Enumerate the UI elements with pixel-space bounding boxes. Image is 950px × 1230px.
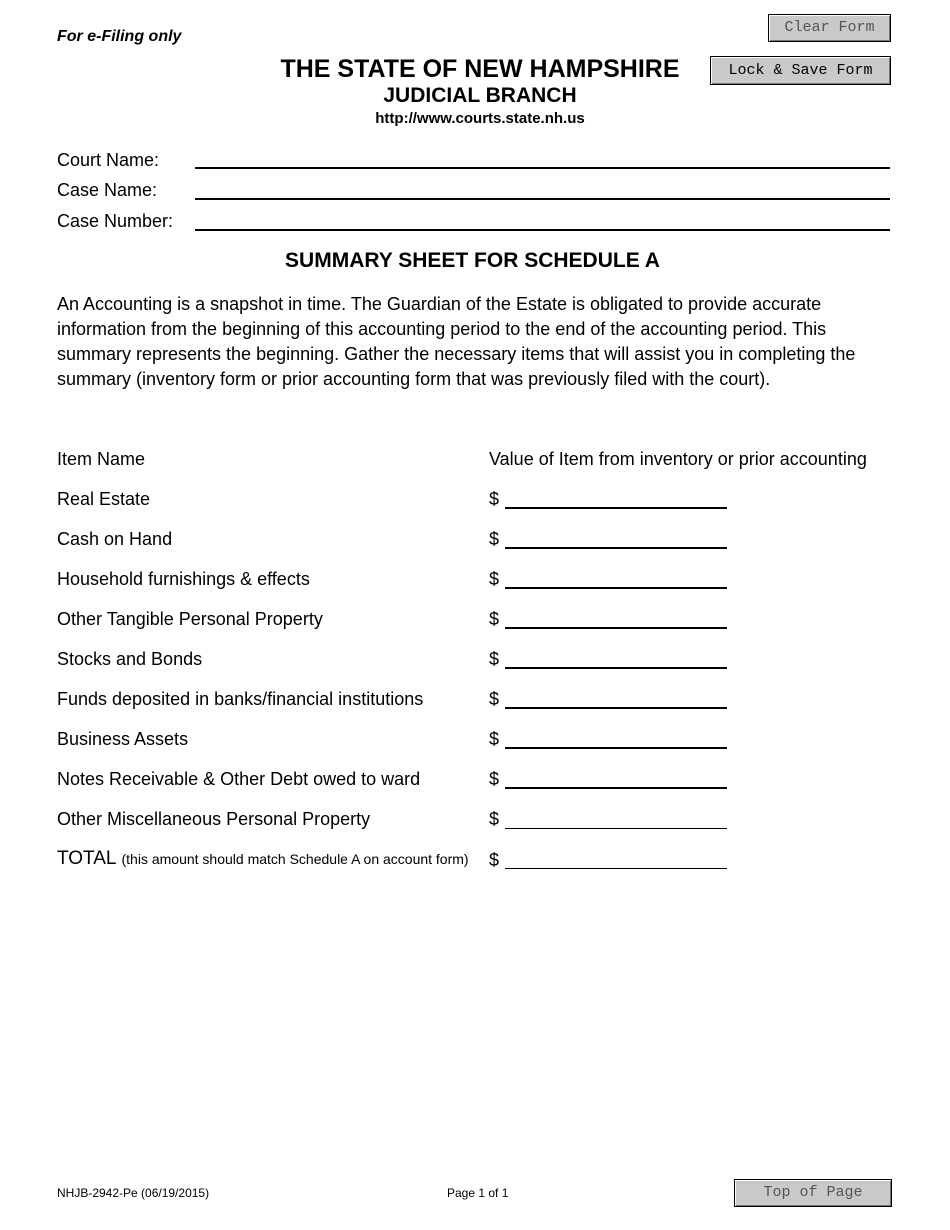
case-number-label: Case Number: — [57, 211, 174, 231]
efile-note: For e-Filing only — [57, 28, 182, 45]
currency-symbol: $ — [489, 529, 500, 549]
business-value-field[interactable] — [505, 747, 727, 749]
item-label-notes: Notes Receivable & Other Debt owed to ward — [57, 769, 421, 789]
currency-symbol: $ — [489, 769, 500, 789]
case-name-field[interactable] — [195, 198, 890, 200]
household-value-field[interactable] — [505, 587, 727, 589]
total-note: (this amount should match Schedule A on account form) — [121, 851, 469, 867]
currency-symbol: $ — [489, 609, 500, 629]
form-id: NHJB-2942-Pe (06/19/2015) — [57, 1186, 210, 1200]
total-value-field[interactable] — [505, 868, 727, 869]
case-number-field[interactable] — [195, 229, 890, 231]
total-word: TOTAL — [57, 848, 117, 869]
currency-symbol: $ — [489, 649, 500, 669]
court-url: http://www.courts.state.nh.us — [375, 110, 585, 127]
cash-value-field[interactable] — [505, 547, 727, 549]
item-label-funds: Funds deposited in banks/financial institutions — [57, 689, 424, 709]
item-label-business: Business Assets — [57, 729, 189, 749]
court-name-field[interactable] — [195, 167, 890, 169]
item-label-tangible: Other Tangible Personal Property — [57, 609, 323, 629]
item-label-real-estate: Real Estate — [57, 489, 151, 509]
state-title: THE STATE OF NEW HAMPSHIRE — [280, 55, 680, 83]
value-header: Value of Item from inventory or prior accounting — [489, 449, 867, 469]
currency-symbol: $ — [489, 489, 500, 509]
currency-symbol: $ — [489, 850, 500, 870]
page-number: Page 1 of 1 — [447, 1186, 509, 1200]
funds-value-field[interactable] — [505, 707, 727, 709]
item-label-stocks: Stocks and Bonds — [57, 649, 203, 669]
misc-value-field[interactable] — [505, 828, 727, 829]
branch-title: JUDICIAL BRANCH — [383, 84, 577, 107]
currency-symbol: $ — [489, 809, 500, 829]
case-name-label: Case Name: — [57, 180, 158, 200]
stocks-value-field[interactable] — [505, 667, 727, 669]
total-label — [57, 848, 469, 870]
real-estate-value-field[interactable] — [505, 507, 727, 509]
item-label-misc: Other Miscellaneous Personal Property — [57, 809, 371, 829]
item-name-header: Item Name — [57, 449, 146, 469]
notes-value-field[interactable] — [505, 787, 727, 789]
lock-save-form-button[interactable]: Lock & Save Form — [710, 56, 891, 85]
currency-symbol: $ — [489, 689, 500, 709]
top-of-page-button[interactable]: Top of Page — [734, 1179, 892, 1207]
item-label-cash: Cash on Hand — [57, 529, 173, 549]
intro-paragraph: An Accounting is a snapshot in time. The Guardian of the Estate is obligated to provide accurate information from the beginning of this accounting period to the end of the accounting period. This summary represents the beginning. Gather the necessary items that will assist you in completing the summary (inventory form or prior accounting form that was previously filed with the court). — [57, 294, 856, 389]
currency-symbol: $ — [489, 569, 500, 589]
summary-title: SUMMARY SHEET FOR SCHEDULE A — [285, 249, 660, 272]
tangible-value-field[interactable] — [505, 627, 727, 629]
item-label-household: Household furnishings & effects — [57, 569, 310, 589]
clear-form-button[interactable]: Clear Form — [768, 14, 891, 42]
court-name-label: Court Name: — [57, 150, 160, 170]
currency-symbol: $ — [489, 729, 500, 749]
